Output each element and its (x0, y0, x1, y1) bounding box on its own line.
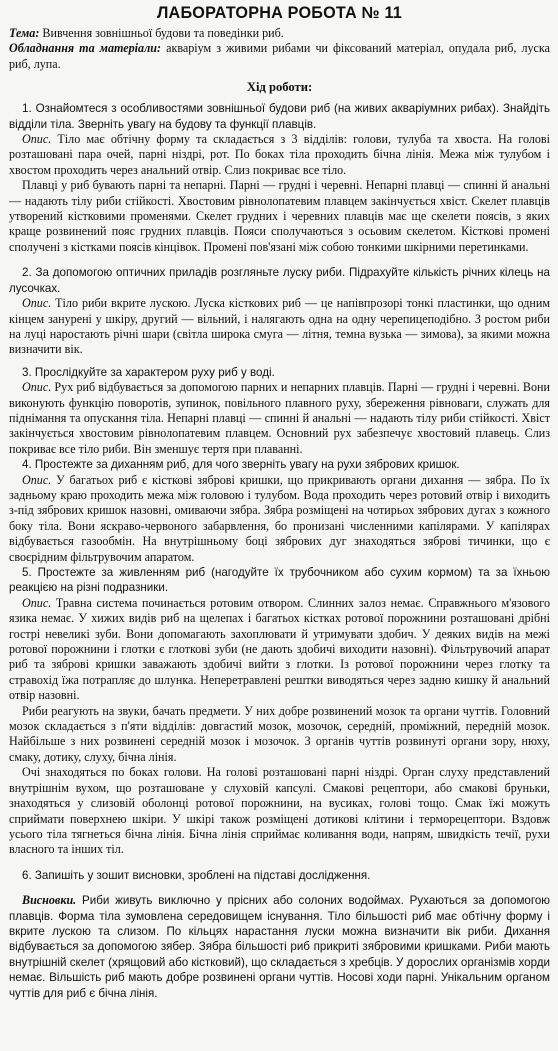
task-2: 2. За допомогою оптичних приладів розгляньте луску риби. Підрахуйте кількість річних кілець на лусочках. (9, 266, 550, 295)
task-5: 5. Простежте за живленням риб (нагодуйте їх трубочником або сухим кормом) та за їхньою реакцією на різні подразники. (9, 566, 550, 595)
task-6: 6. Запишіть у зошит висновки, зроблені на підставі дослідження. (22, 868, 371, 882)
materials-text: акваріум з живими рибами чи фіксований матеріал, опудала риб, луска риб, лупа. (9, 41, 550, 71)
desc-4 (9, 473, 550, 565)
opis-label: Опис. (22, 132, 52, 147)
conclusions-text: Риби живуть виключно у прісних або солоних водоймах. Рухаються за допомогою плавців. Форма тіла зумовлена середовищем існування. Тіло більшості риб має обтічну форму і вкрите лускою та слизом. По кільцях нарастання луски можна визначити вік риби. Дихання відбувається за допомогою зябер. Зябра більшості риб прикриті зябровими кришками. Риби мають внутрішній скелет (хрящовий або кістковий), що складається з хребців. У дорослих організмів хорди немає. Вільшість риб мають добре розвинені органи чуттів. Носові ходи парні. Унікальним органом чуттів для риб є бічна лінія. (9, 894, 550, 1000)
conclusions (9, 893, 550, 1001)
desc-5 (9, 596, 550, 704)
desc-2-text: Тіло риби вкрите лускою. Луска кісткових риб — це напівпрозорі тонкі пластинки, що одним кінцем занурені у шкіру, другий — вільний, і налягають одна на одну черепицеподібно. З ростом риби на луці наростають річні шари (світла широка смуга — літня, темна вузька — зимова), за якими можна визначити вік. (9, 296, 550, 357)
topic-text: Вивчення зовнішньої будови та поведінки риб. (39, 26, 284, 40)
task-4: 4. Простежте за диханням риб, для чого зверніть увагу на рухи зябрових кришок. (22, 458, 460, 472)
topic-label: Тема: (9, 26, 40, 40)
opis-label: Опис. (22, 380, 52, 395)
materials-label: Обладнання та матеріали: (9, 41, 162, 56)
desc-1b: Плавці у риб бувають парні та непарні. Парні — грудні і черевні. Непарні плавці — спинні й анальні — надають тілу риби стійкості. Хвостовим рівнолопатевим плавцем закінчується хвіст. Скелет плавців утворений кістковими променями. Скелет грудних і черевних плавців має ще скелети поясів, з яких краще розвинений пояс грудних плавців. Пояси сполучаються з осьовим скелетом. Кісткові промені сполучені з кістками поясів кінцівок. Промені пов'язані між собою тонкими шкірними перетинками. (9, 178, 550, 254)
desc-5-text: Травна система починається ротовим отвором. Слинних залоз немає. Справжнього м'язового язика немає. У хижих видів риб на щелепах і багатьох кістках ротової порожнини розташовані дрібні гострі невеликі зуби. Вони допомагають захоплювати й утримувати здобич. У деяких видів на межі ротової порожнини і глотки є глоткові зуби (не дають здобичі виходити назовні). Фільтрувочий апарат риб та зяброві кришки заважають здобичі вийти з глотки. Із ротової порожнини через глотку та стравохід їжа потрапляє до шлунка. Неперетравлені рештки виводяться через задню кишку й анальний отвір назовні. (9, 595, 550, 703)
desc-4-text: У багатьох риб є кісткові зяброві кришки, що прикривають органи дихання — зябра. По їх задньому краю проходить межа між головою і тулубом. Вода проходить через ротовий отвір і виходить з-під зябрових кришок назовні, омиваючи зябра. Зябра розміщені на чотирьох зябрових дугах з кожного боку тіла. Вони яскраво-червоного забарвлення, бо пронизані численними капілярами. У капілярах відбувається газообмін. На внутрішньому боці зябрових дуг знаходяться зяброві тичинки, що є своєрідним фільтрувочим апаратом. (9, 472, 550, 564)
page-title: ЛАБОРАТОРНА РОБОТА № 11 (157, 4, 402, 22)
desc-1 (9, 132, 550, 178)
desc-3-text: Рух риб відбувається за допомогою парних и непарних плавців. Парні — грудні і черевні. Вони виконують функцію поворотів, зупинок, повільного плавного руху, збереження рівноваги, служать для піднімання та опускання тіла. Непарні плавці — спинні й анальні — надають тілу риби стійкості. Хвіст закінчується хвостовим рівнолопатевим плавцем. Основний рух забезпечує хвостовий плавець. Слиз покриває все тіло риби. Він зменшує тертя при плаванні. (9, 380, 550, 456)
opis-label: Опис. (22, 296, 52, 311)
task-3: 3. Прослідкуйте за характером руху риб у воді. (22, 365, 275, 379)
desc-2 (9, 296, 550, 358)
conclusions-label: Висновки. (22, 893, 77, 908)
topic-line (9, 26, 550, 41)
desc-5b: Риби реагують на звуки, бачать предмети. У них добре розвинений мозок та органи чуттів. Головний мозок складається з п'яти відділів: довгастий мозок, мозочок, середній, проміжний, передній мозок. Найбільше з них розвинені середній мозок і мозочок. З органів чуттів розвинуті органи зору, нюху, смаку, дотику, слуху, бічна лінія. (9, 703, 550, 764)
materials-line (9, 41, 550, 72)
desc-1-text: Тіло має обтічну форму та складається з 3 відділів: голови, тулуба та хвоста. На голові розташовані пара очей, парні ніздрі, рот. По боках тіла проходить бічна лінія. Межа між тулубом і хвостом проходить через анальний отвір. Слиз покриває все тіло. (9, 132, 550, 177)
desc-3 (9, 380, 550, 457)
opis-label: Опис. (22, 472, 52, 487)
opis-label: Опис. (22, 595, 52, 610)
desc-5c: Очі знаходяться по боках голови. На голові розташовані парні ніздрі. Орган слуху представлений внутрішнім вухом, що розташоване у слуховій капсулі. Смакові рецептори, або смакові бруньки, знаходяться у слизовій оболонці ротової порожнини, на вусиках, голові тощо. Смак їжі можуть сприймати поверхнею шкіри. У шкірі також розміщені дотикові клітини і терморецептори. Вздовж усього тіла тягнеться бічна лінія. Бічна лінія сприймає коливання води, напрям, швидкість течії, рухи власного та інших тіл. (9, 765, 550, 857)
section-heading: Хід роботи: (246, 80, 313, 95)
task-1: 1. Ознайомтеся з особливостями зовнішньої будови риб (на живих акваріумних рибах). Знайдіть відділи тіла. Зверніть увагу на будову та функції плавців. (9, 102, 550, 131)
